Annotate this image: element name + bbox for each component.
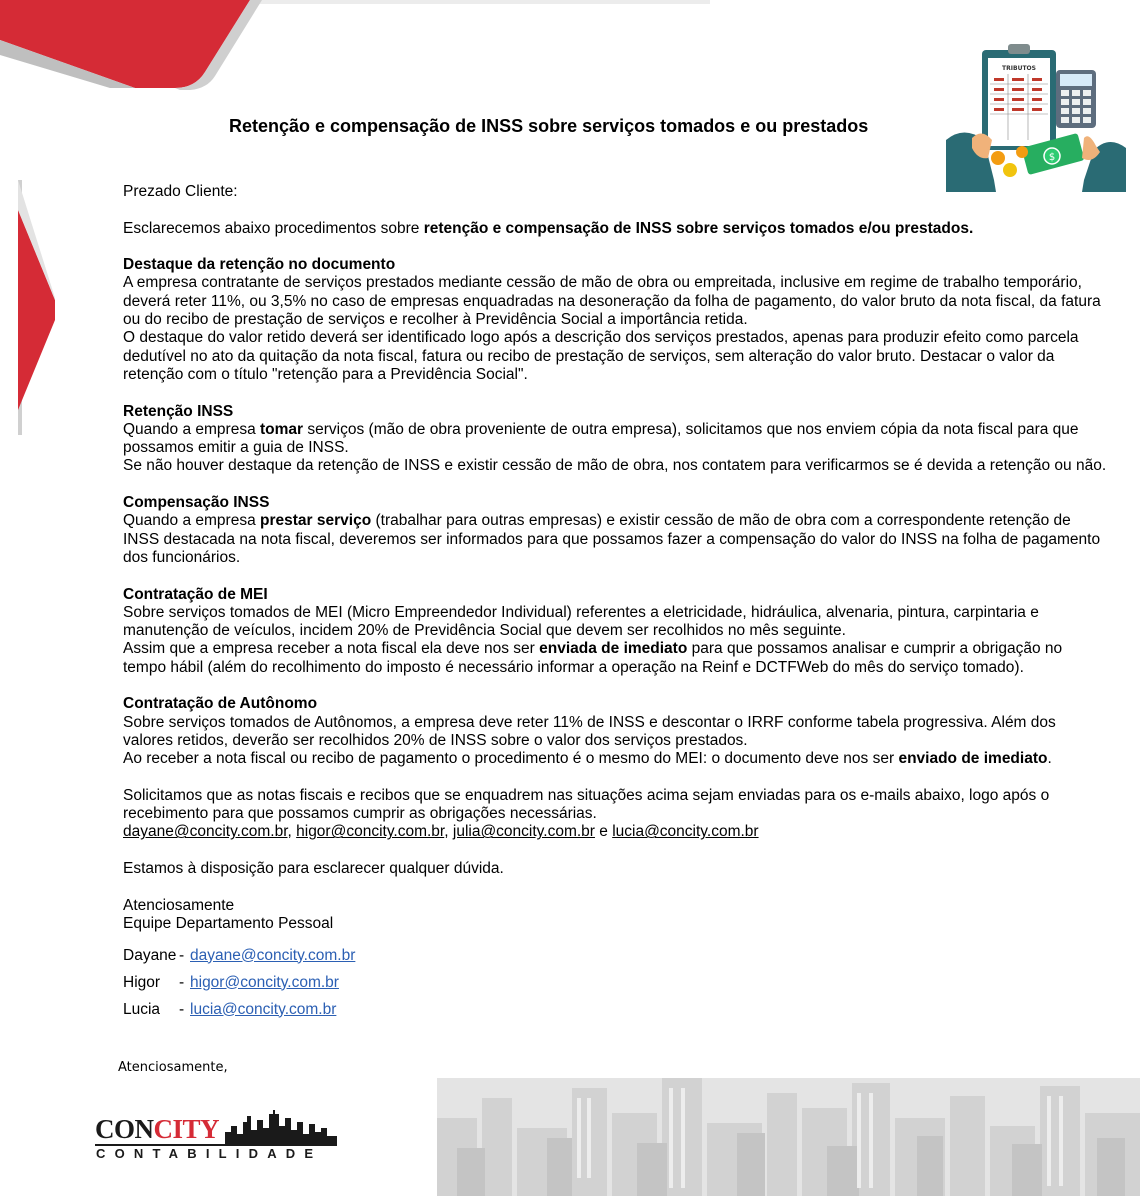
section-line: Sobre serviços tomados de MEI (Micro Empreendedor Individual) referentes a eletricidade, hidráulica, alvenaria, pintura, carpintaria e — [123, 603, 1039, 621]
sign-off: Atenciosamente, — [118, 1060, 228, 1075]
section-heading: Retenção INSS — [123, 402, 234, 420]
closing-text: Atenciosamente — [123, 896, 235, 914]
contact-name: Lucia — [123, 1000, 161, 1018]
email-link-higor[interactable]: higor@concity.com.br — [296, 823, 445, 841]
contact-row: Dayane - dayane@concity.com.br — [123, 946, 356, 964]
email-link-julia[interactable]: julia@concity.com.br — [452, 823, 595, 841]
section-line: A empresa contratante de serviços prestados mediante cessão de mão de obra ou empreitada, inclusive em regime de trabalho temporário, — [123, 274, 1082, 292]
contact-email-link[interactable]: dayane@concity.com.br — [190, 946, 356, 964]
side-decoration — [0, 180, 60, 435]
contact-name: Higor — [123, 973, 161, 991]
letter-body — [123, 183, 1123, 1023]
team-name: Equipe Departamento Pessoal — [123, 914, 334, 932]
contact-name: Dayane — [123, 946, 177, 964]
email-link-lucia[interactable]: lucia@concity.com.br — [612, 823, 759, 841]
section-line: deverá reter 11%, ou 3,5% no caso de empresas enquadradas na desoneração da folha de pagamento, do valor bruto da nota fiscal, da fatura — [123, 292, 1101, 310]
section-line: manutenção de veículos, incidem 20% de Previdência Social que devem ser recolhidos no mês seguinte. — [123, 622, 846, 640]
section-line: dos funcionários. — [123, 548, 241, 566]
contact-row: Lucia - lucia@concity.com.br — [123, 1000, 337, 1018]
request-line: recebimento para que possamos cumprir as obrigações necessárias. — [123, 805, 597, 823]
header-decoration — [0, 0, 710, 90]
section-line: Sobre serviços tomados de Autônomos, a empresa deve reter 11% de INSS e descontar o IRRF conforme tabela progressiva. Além dos — [123, 713, 1056, 731]
section-line: INSS destacada na nota fiscal, deveremos ser informados para que possamos fazer a compensação do valor do INSS na folha de pagamento — [123, 530, 1101, 548]
email-list: dayane@concity.com.br, higor@concity.com.br, julia@concity.com.br e lucia@concity.com.br — [123, 823, 759, 841]
page-title: Retenção e compensação de INSS sobre serviços tomados e ou prestados — [229, 116, 869, 136]
logo-subtitle: CONTABILIDADE — [96, 1146, 323, 1161]
skyline-icon — [225, 1110, 337, 1144]
section-line: Quando a empresa prestar serviço (trabalhar para outras empresas) e existir cessão de mão de obra com a correspondente retenção de — [123, 512, 1071, 530]
section-line: tempo hábil (além do recolhimento do imposto é necessário informar a operação na Reinf e DCTFWeb do mês do serviço tomado). — [123, 658, 1024, 676]
section-heading: Contratação de MEI — [123, 585, 268, 603]
request-line: Solicitamos que as notas fiscais e recibos que se enquadrem nas situações acima sejam enviadas para os e-mails abaixo, logo após o — [123, 786, 1050, 804]
svg-text:$: $ — [1048, 152, 1056, 163]
logo-wordmark: CONCITY — [95, 1114, 220, 1144]
intro-bold-text: retenção e compensação de INSS sobre serviços tomados e/ou prestados. — [423, 219, 974, 237]
section-line: Ao receber a nota fiscal ou recibo de pagamento o procedimento é o mesmo do MEI: o documento deve nos ser enviado de imediato. — [123, 750, 1052, 768]
section-heading: Contratação de Autônomo — [123, 695, 318, 713]
section-line: dedutível no ato da quitação da nota fiscal, fatura ou recibo de prestação de serviços, sem alteração do valor bruto. Destacar o valor da — [123, 347, 1055, 365]
tax-calculation-illustration — [944, 40, 1128, 192]
greeting: Prezado Cliente: — [123, 183, 238, 200]
section-line: valores retidos, deverão ser recolhidos 20% de INSS sobre o valor dos serviços prestados. — [123, 731, 748, 749]
contact-email-link[interactable]: lucia@concity.com.br — [190, 1000, 337, 1018]
intro-paragraph — [123, 220, 1123, 238]
section-line: retenção com o título "retenção para a Previdência Social". — [123, 365, 528, 383]
availability-text: Estamos à disposição para esclarecer qualquer dúvida. — [123, 859, 504, 877]
section-line: Se não houver destaque da retenção de INSS e existir cessão de mão de obra, nos contatem para verificarmos se é devida a retenção ou não. — [123, 457, 1107, 475]
email-link-dayane[interactable]: dayane@concity.com.br — [123, 823, 288, 841]
illustration-label: TRIBUTOS — [1002, 65, 1036, 72]
city-skyline-banner — [437, 1078, 1140, 1196]
company-logo — [93, 1108, 343, 1168]
section-line: Assim que a empresa receber a nota fiscal ela deve nos ser enviada de imediato para que possamos analisar e cumprir a obrigação no — [123, 640, 1063, 658]
section-line: Quando a empresa tomar serviços (mão de obra proveniente de outra empresa), solicitamos que nos enviem cópia da nota fiscal para que — [123, 420, 1079, 438]
section-line: possamos emitir a guia de INSS. — [123, 439, 349, 457]
section-heading: Compensação INSS — [123, 494, 270, 512]
section-line: ou do recibo de prestação de serviços e recolher à Previdência Social a importância retida. — [123, 311, 748, 329]
contact-row: Higor - higor@concity.com.br — [123, 973, 339, 991]
contact-email-link[interactable]: higor@concity.com.br — [190, 973, 339, 991]
intro-text: Esclarecemos abaixo procedimentos sobre — [123, 219, 424, 237]
section-line: O destaque do valor retido deverá ser identificado logo após a descrição dos serviços prestados, apenas para produzir efeito como parcela — [123, 329, 1079, 347]
section-heading: Destaque da retenção no documento — [123, 256, 396, 274]
